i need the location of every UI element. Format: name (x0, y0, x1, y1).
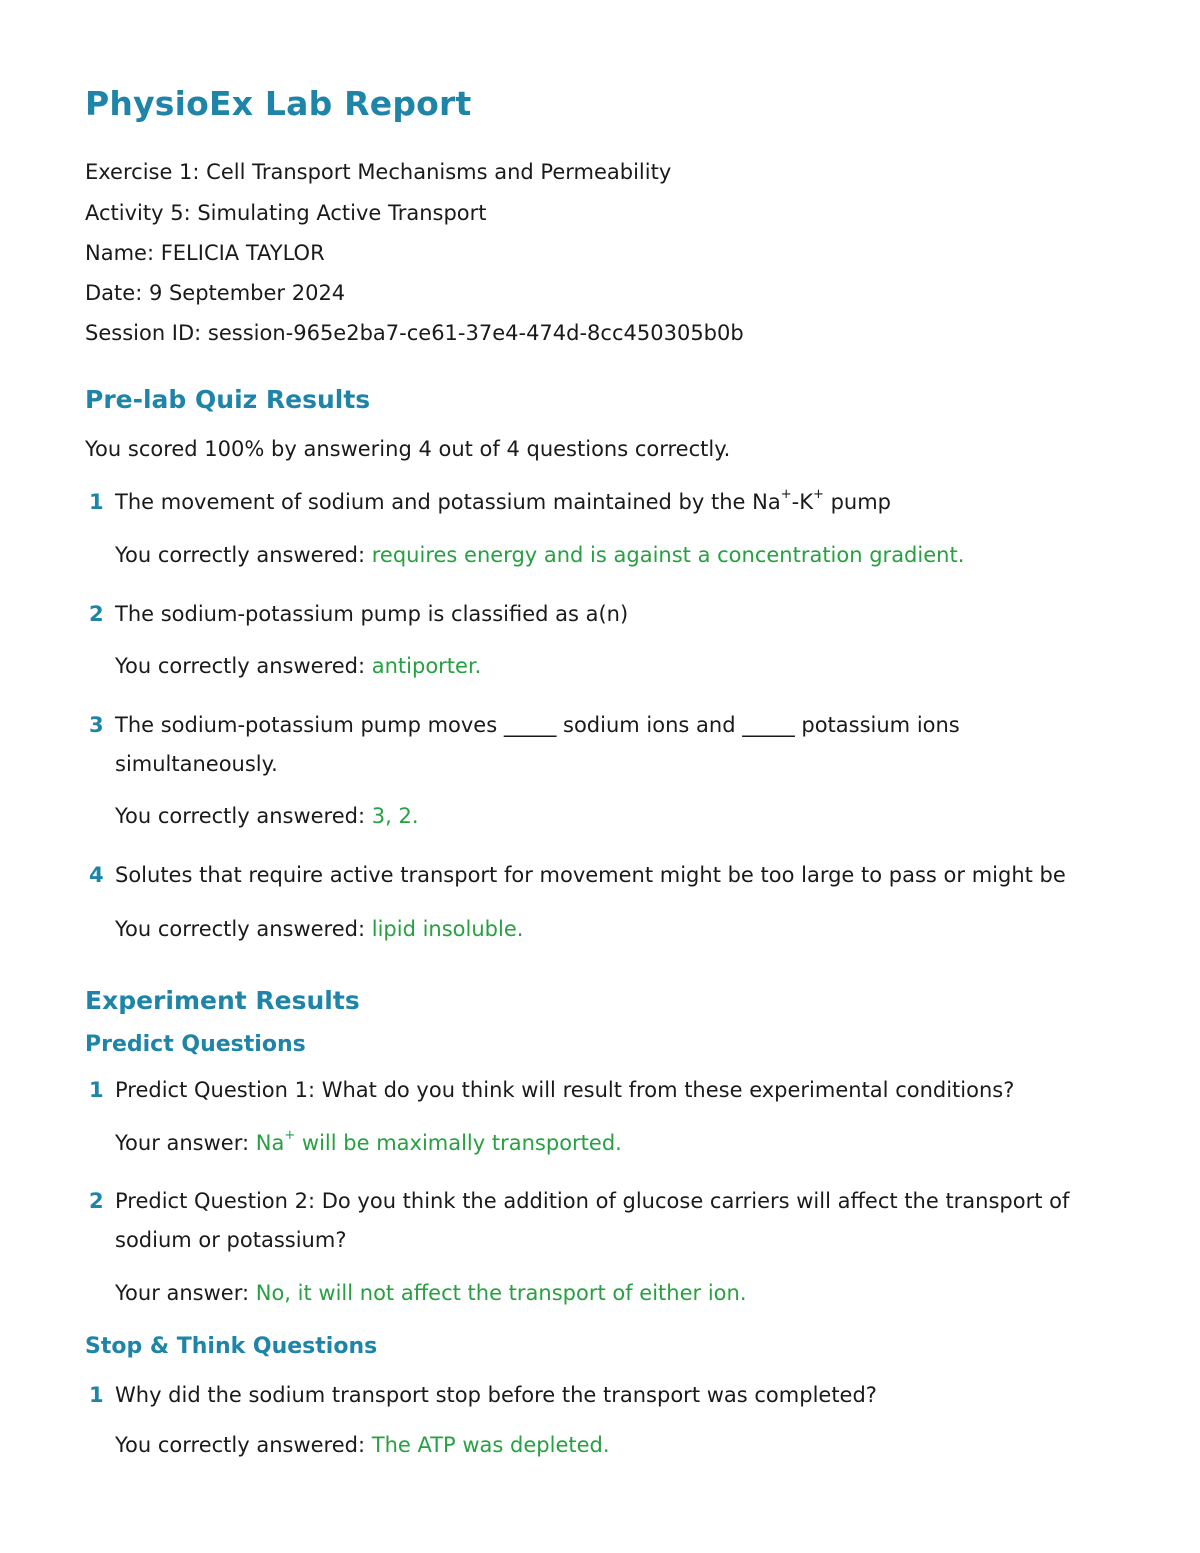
predict-answer: Your answer: No, it will not affect the transport of either ion. (115, 1281, 747, 1305)
prelab-heading: Pre-lab Quiz Results (85, 385, 371, 414)
prelab-score: You scored 100% by answering 4 out of 4 questions correctly. (85, 437, 731, 461)
activity-line: Activity 5: Simulating Active Transport (85, 201, 487, 225)
prelab-question-text: The movement of sodium and potassium maintained by the Na+-K+ pump (115, 487, 891, 514)
prelab-question-number: 4 (89, 863, 104, 887)
name-line: Name: FELICIA TAYLOR (85, 241, 325, 265)
predict-question-number: 1 (89, 1078, 104, 1102)
prelab-question-text-cont: simultaneously. (115, 752, 278, 776)
prelab-answer: You correctly answered: lipid insoluble. (115, 917, 524, 941)
stop-think-question-number: 1 (89, 1383, 104, 1407)
prelab-question-number: 2 (89, 602, 104, 626)
experiment-heading: Experiment Results (85, 986, 360, 1015)
predict-question-number: 2 (89, 1189, 104, 1213)
prelab-question-text: The sodium-potassium pump is classified as a(n) (115, 602, 629, 626)
prelab-question-number: 3 (89, 713, 104, 737)
predict-answer: Your answer: Na+ will be maximally transported. (115, 1128, 622, 1155)
report-title: PhysioEx Lab Report (85, 84, 472, 123)
prelab-question-text: Solutes that require active transport for movement might be too large to pass or might be (115, 863, 1066, 887)
prelab-answer: You correctly answered: antiporter. (115, 654, 482, 678)
prelab-question-number: 1 (89, 490, 104, 514)
predict-question-text: Predict Question 1: What do you think will result from these experimental conditions? (115, 1078, 1015, 1102)
prelab-question-text: The sodium-potassium pump moves _____ sodium ions and _____ potassium ions (115, 713, 960, 737)
prelab-answer: You correctly answered: 3, 2. (115, 804, 419, 828)
date-line: Date: 9 September 2024 (85, 281, 346, 305)
predict-heading: Predict Questions (85, 1032, 306, 1057)
exercise-line: Exercise 1: Cell Transport Mechanisms and Permeability (85, 160, 672, 184)
stop-think-question-text: Why did the sodium transport stop before the transport was completed? (115, 1383, 877, 1407)
session-id-line: Session ID: session-965e2ba7-ce61-37e4-474d-8cc450305b0b (85, 321, 744, 345)
prelab-answer: You correctly answered: requires energy and is against a concentration gradient. (115, 543, 965, 567)
predict-question-text: Predict Question 2: Do you think the addition of glucose carriers will affect the transport of (115, 1189, 1070, 1213)
predict-question-text-cont: sodium or potassium? (115, 1228, 347, 1252)
stop-think-answer: You correctly answered: The ATP was depleted. (115, 1433, 610, 1457)
stop-think-heading: Stop & Think Questions (85, 1334, 378, 1359)
